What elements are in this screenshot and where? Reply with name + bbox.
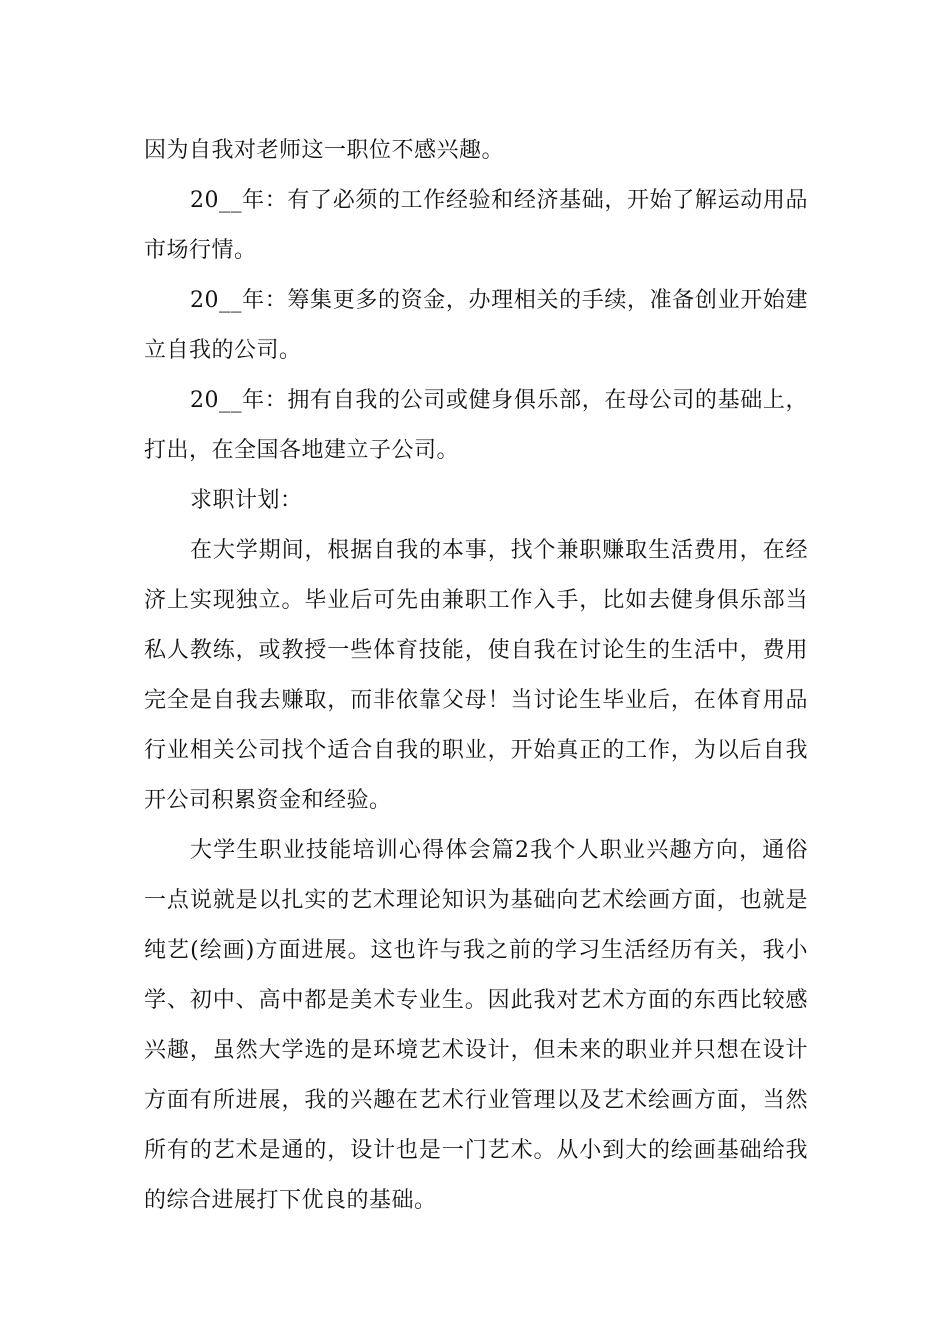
section-heading-job-plan: 求职计划： [190, 488, 303, 513]
paragraph-7: 大学生职业技能培训心得体会篇2我个人职业兴趣方向，通俗一点说就是以扎实的艺术理论知识为基础向艺术绘画方面，也就是纯艺(绘画)方面进展。这也许与我之前的学习生活经历有关，我小学、初中、高中都是美术专业生。因此我对艺术方面的东西比较感兴趣，虽然大学选的是环境艺术设计，但未来的职业并只想在设计方面有所进展，我的兴趣在艺术行业管理以及艺术绘画方面，当然所有的艺术是通的，设计也是一门艺术。从小到大的绘画基础给我的综合进展打下优良的基础。 [144, 838, 808, 1213]
paragraph-4: 20__年：拥有自我的公司或健身俱乐部，在母公司的基础上，打出，在全国各地建立子公司。 [144, 388, 808, 463]
paragraph-6: 在大学期间，根据自我的本事，找个兼职赚取生活费用，在经济上实现独立。毕业后可先由兼职工作入手，比如去健身俱乐部当私人教练，或教授一些体育技能，使自我在讨论生的生活中，费用完全是自我去赚取，而非依靠父母！当讨论生毕业后，在体育用品行业相关公司找个适合自我的职业，开始真正的工作，为以后自我开公司积累资金和经验。 [144, 538, 808, 813]
paragraph-1: 因为自我对老师这一职位不感兴趣。 [144, 138, 505, 163]
paragraph-3: 20__年：筹集更多的资金，办理相关的手续，准备创业开始建立自我的公司。 [144, 288, 808, 363]
paragraph-2: 20__年：有了必须的工作经验和经济基础，开始了解运动用品市场行情。 [144, 188, 808, 263]
document-body [144, 126, 808, 1226]
